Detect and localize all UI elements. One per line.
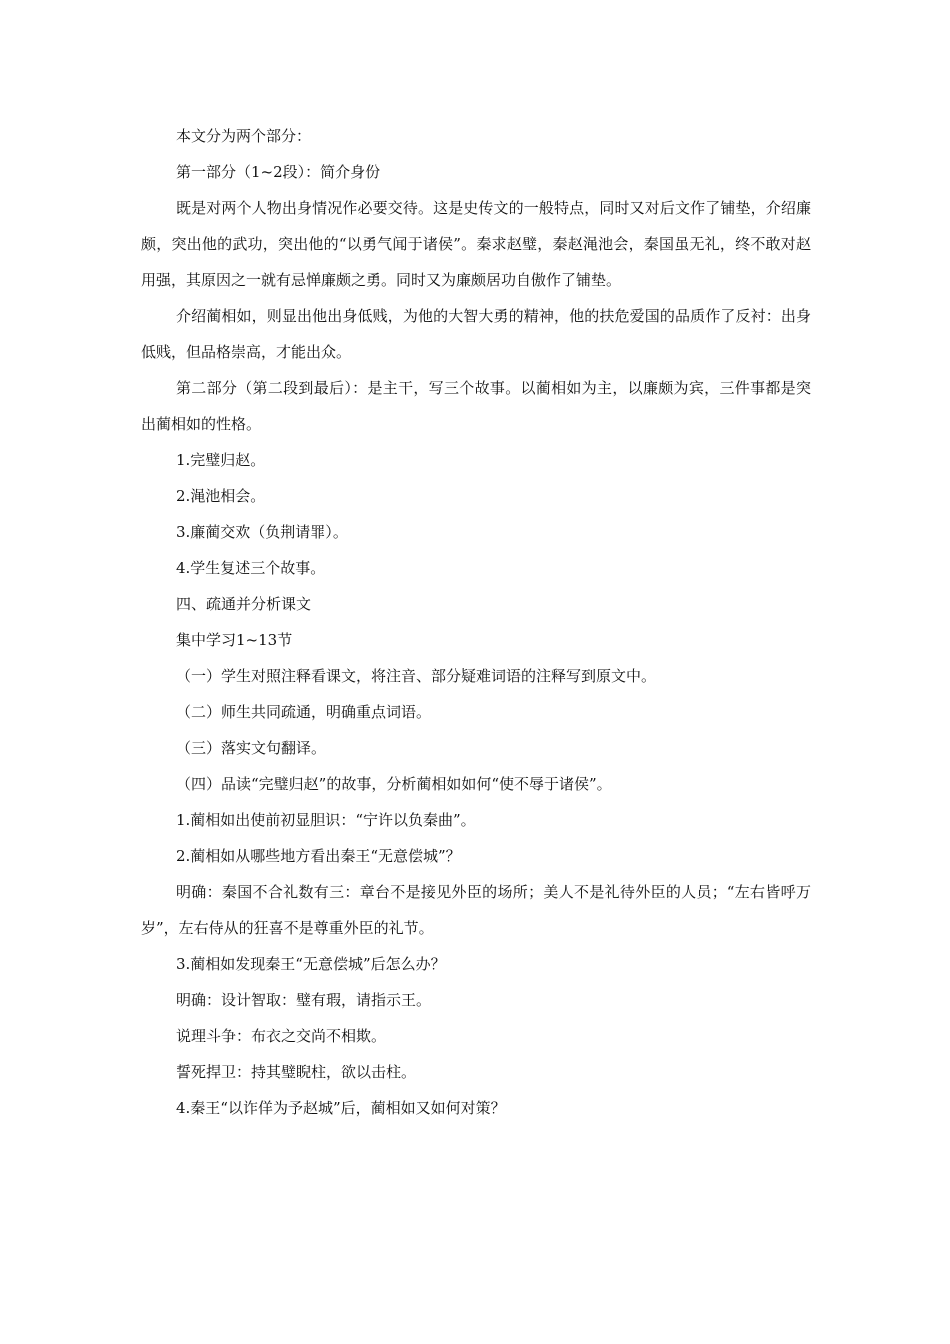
list-item: 4.学生复述三个故事。: [176, 559, 326, 577]
text-line: 誓死捍卫：持其璧睨柱，欲以击柱。: [176, 1063, 417, 1081]
list-item: 2.渑池相会。: [176, 487, 266, 505]
text-line: 本文分为两个部分：: [176, 127, 312, 145]
list-item: 1.蔺相如出使前初显胆识：“宁许以负秦曲”。: [176, 811, 476, 829]
section-heading: 四、疏通并分析课文: [176, 595, 312, 613]
list-item: 1.完璧归赵。: [176, 451, 266, 469]
paragraph: 既是对两个人物出身情况作必要交待。这是史传文的一般特点，同时又对后文作了铺垫，介绍廉颇，突出他的武功，突出他的“以勇气闻于诸侯”。秦求赵璧，秦赵渑池会，秦国虽无礼，终不敢对赵用强，其原因之一就有忌惮廉颇之勇。同时又为廉颇居功自傲作了铺垫。: [141, 199, 811, 289]
text-line: 明确：设计智取：璧有瑕，请指示王。: [176, 991, 432, 1009]
list-item: （一）学生对照注释看课文，将注音、部分疑难词语的注释写到原文中。: [176, 667, 657, 685]
paragraph: 介绍蔺相如，则显出他出身低贱，为他的大智大勇的精神，他的扶危爱国的品质作了反衬：出身低贱，但品格崇高，才能出众。: [141, 307, 811, 361]
paragraph: 明确：秦国不合礼数有三：章台不是接见外臣的场所；美人不是礼待外臣的人员；“左右皆呼万岁”，左右侍从的狂喜不是尊重外臣的礼节。: [141, 883, 811, 937]
list-item: 2.蔺相如从哪些地方看出秦王“无意偿城”？: [176, 847, 461, 865]
list-item: 3.廉蔺交欢（负荆请罪）。: [176, 523, 348, 541]
list-item: （三）落实文句翻译。: [176, 739, 327, 757]
text-line: 说理斗争：布衣之交尚不相欺。: [176, 1027, 387, 1045]
list-item: （四）品读“完璧归赵”的故事，分析蔺相如如何“使不辱于诸侯”。: [176, 775, 612, 793]
list-item: 3.蔺相如发现秦王“无意偿城”后怎么办？: [176, 955, 446, 973]
paragraph: 第二部分（第二段到最后）：是主干，写三个故事。以蔺相如为主，以廉颇为宾，三件事都是突出蔺相如的性格。: [141, 379, 811, 433]
document-body: [141, 118, 811, 1126]
list-item: （二）师生共同疏通，明确重点词语。: [176, 703, 432, 721]
text-line: 集中学习1~13节: [176, 631, 293, 649]
section-heading: 第一部分（1~2段）：简介身份: [176, 163, 381, 181]
list-item: 4.秦王“以诈佯为予赵城”后，蔺相如又如何对策？: [176, 1099, 506, 1117]
